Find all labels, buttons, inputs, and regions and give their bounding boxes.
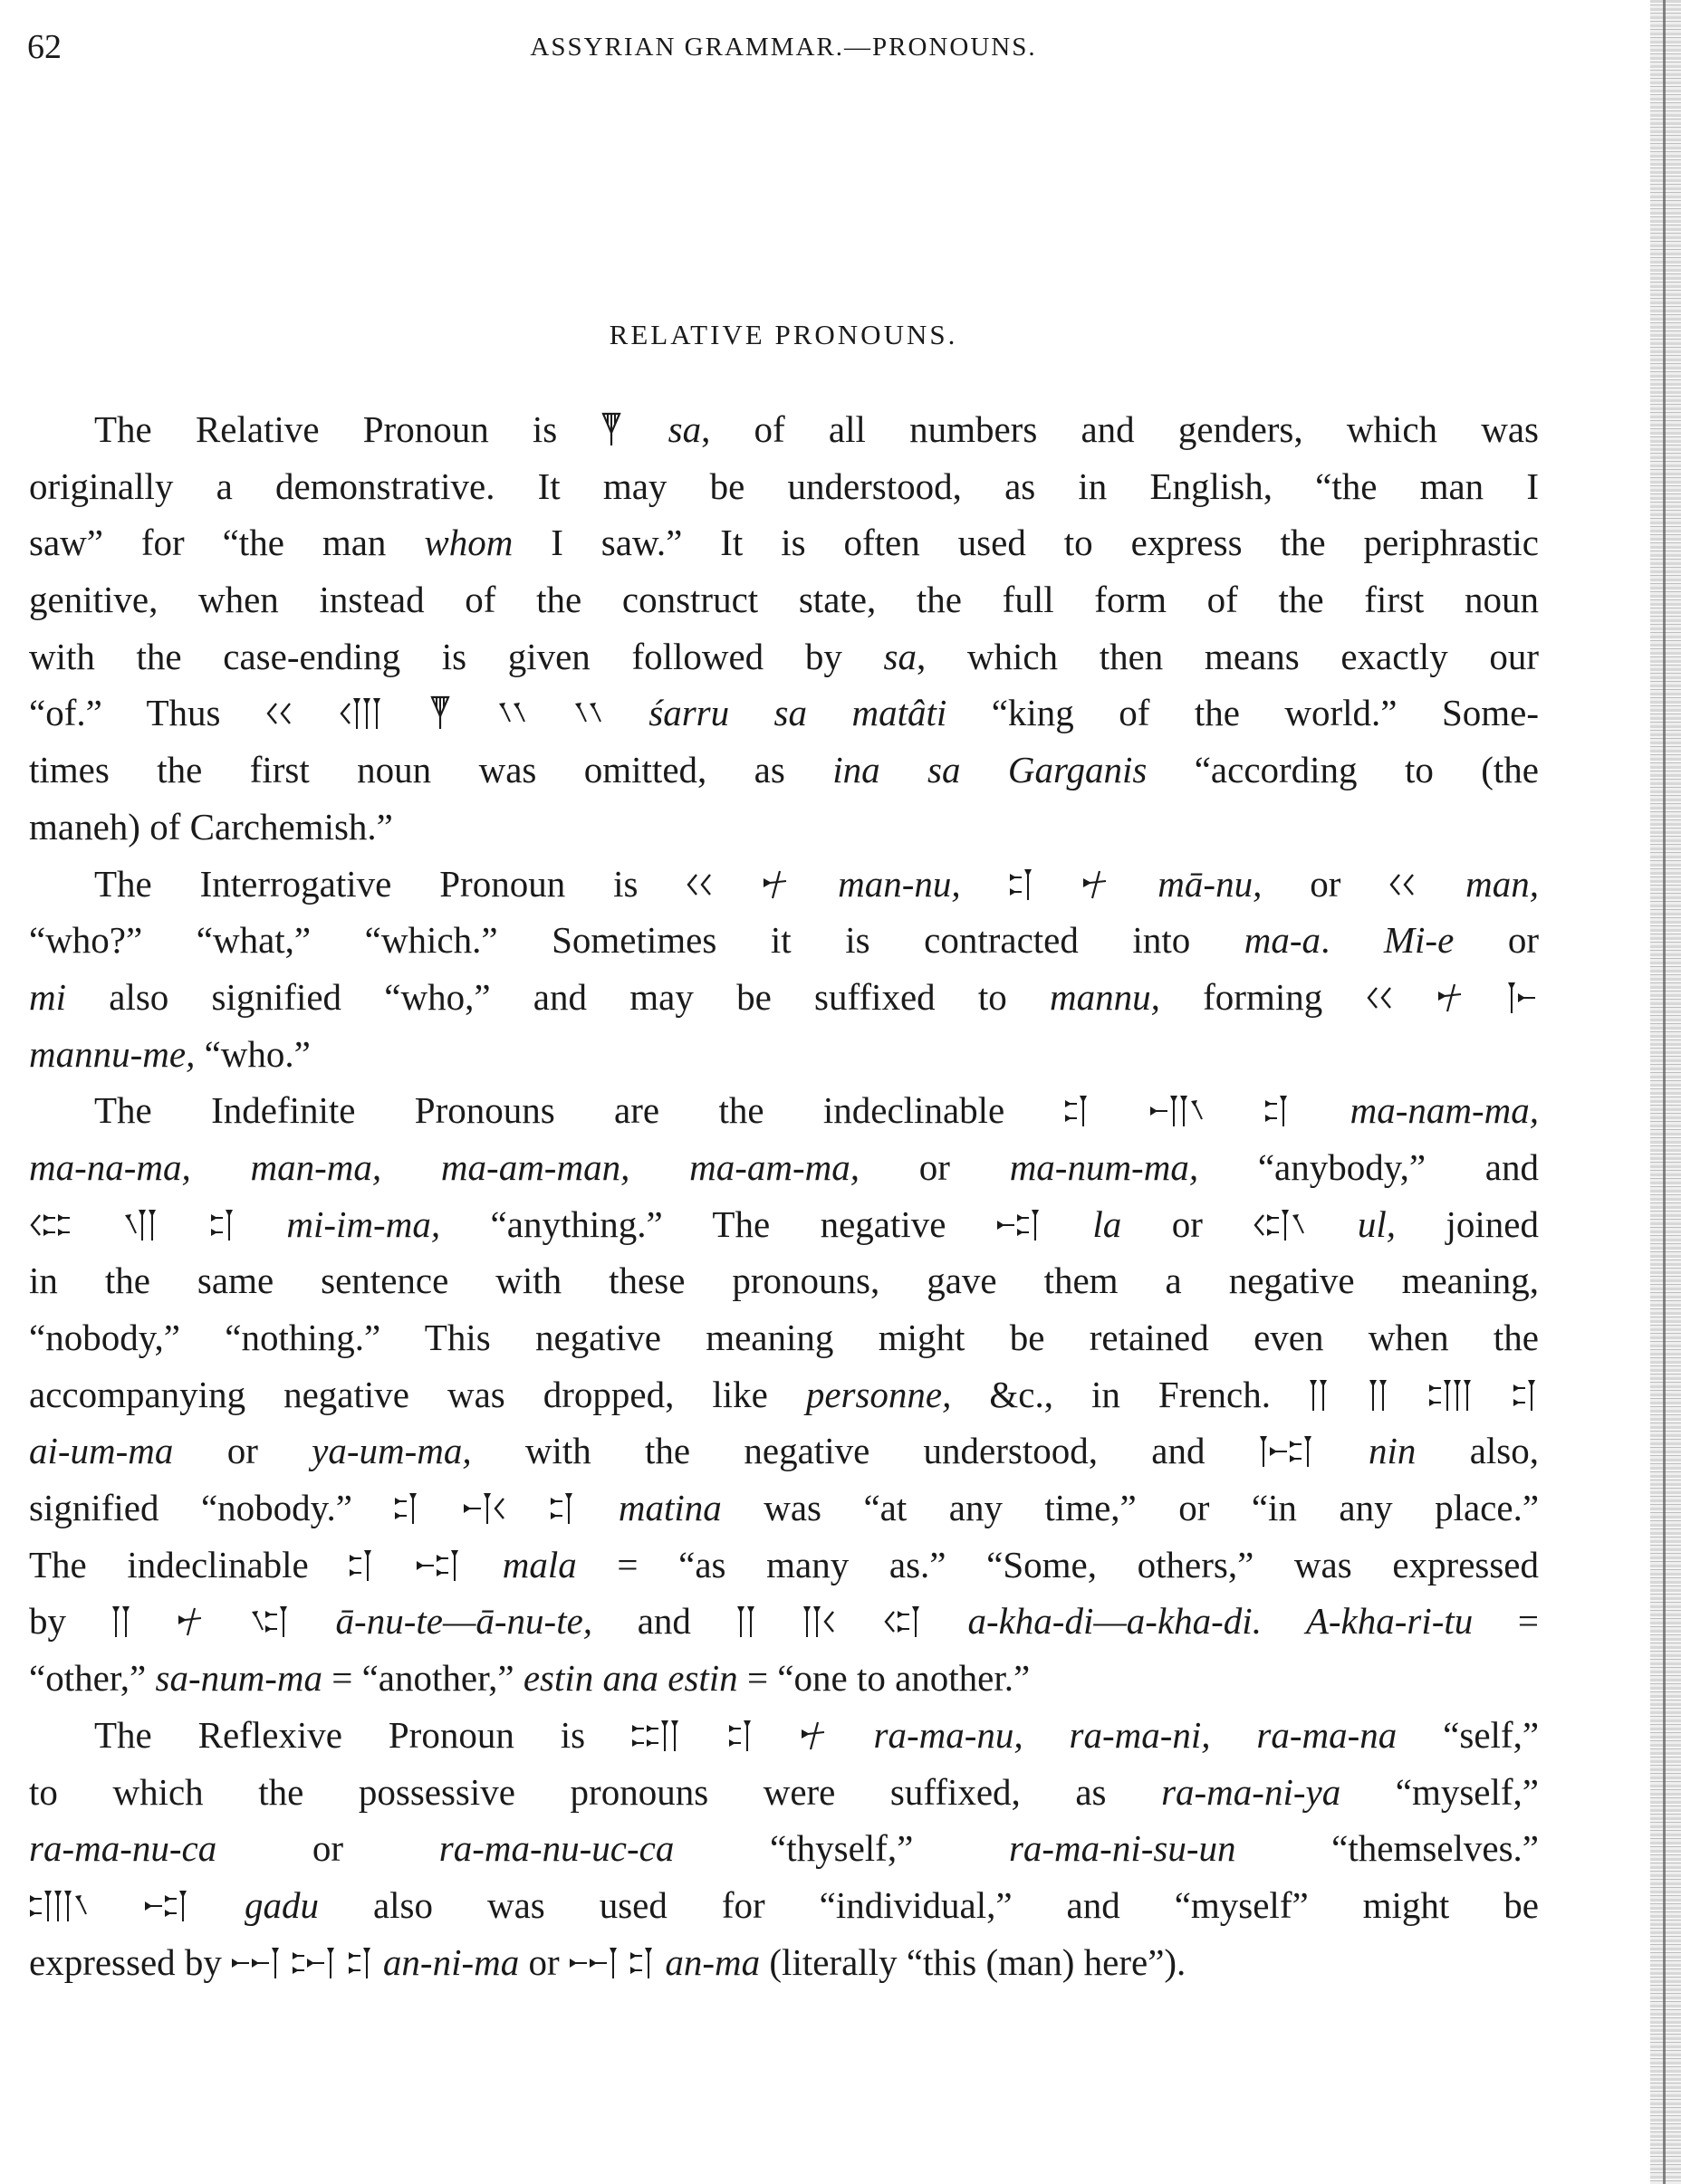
cuneiform-ga-icon xyxy=(29,1887,90,1923)
text-run: “according to (the xyxy=(1147,749,1540,791)
cuneiform-a-icon xyxy=(111,1603,133,1639)
italic-transliteration: a-kha-di—a-kha-di. A-kha-ri-tu xyxy=(922,1600,1474,1643)
text-run: signified “nobody.” xyxy=(29,1487,395,1529)
cuneiform-kk-icon xyxy=(265,694,294,731)
text-run: forming xyxy=(1159,975,1366,1018)
cuneiform-ma-icon xyxy=(348,1944,374,1980)
section-title: RELATIVE PRONOUNS. xyxy=(609,319,958,350)
cuneiform-ma-icon xyxy=(210,1206,236,1242)
italic-transliteration: ma-na-ma, man-ma, ma-am-man, ma-am-ma, xyxy=(29,1145,860,1188)
italic-transliteration: mannu-me, xyxy=(29,1032,196,1075)
text-run: The indeclinable xyxy=(29,1543,350,1585)
text-run: &c., in French. xyxy=(951,1373,1309,1415)
text-run: , of all numbers and genders, which was xyxy=(701,408,1539,450)
text-run: “thyself,” xyxy=(674,1827,1009,1870)
text-run: “themselves.” xyxy=(1235,1827,1539,1870)
text-line xyxy=(29,1764,1539,1821)
text-line xyxy=(29,1139,1539,1196)
cuneiform-um-icon xyxy=(1428,1376,1474,1413)
cuneiform-la-icon xyxy=(996,1206,1042,1242)
text-line xyxy=(29,1026,1539,1083)
text-line xyxy=(29,1252,1539,1309)
cuneiform-sa-icon xyxy=(429,694,453,731)
text-line xyxy=(29,685,1539,742)
text-run: or xyxy=(1262,862,1389,905)
text-line xyxy=(29,1196,1539,1253)
text-run: “nobody,” “nothing.” This negative meaning might be retained even when the xyxy=(29,1317,1539,1358)
italic-transliteration: Mi-e xyxy=(1383,919,1455,962)
text-line xyxy=(29,1309,1539,1366)
text-line xyxy=(29,1820,1539,1877)
text-line xyxy=(29,628,1539,685)
cuneiform-nu-icon xyxy=(178,1603,205,1639)
italic-transliteration: ra-ma-nu-uc-ca xyxy=(438,1827,675,1870)
cuneiform-ma-icon xyxy=(349,1547,375,1583)
text-line xyxy=(29,1707,1539,1764)
text-run: also, xyxy=(1416,1430,1539,1472)
text-run: “anybody,” and xyxy=(1198,1145,1539,1188)
italic-transliteration: estin ana estin xyxy=(523,1657,738,1700)
text-run: also signified “who,” and may be suffixed to xyxy=(66,975,1051,1018)
italic-transliteration: mā-nu, xyxy=(1109,862,1263,905)
cuneiform-mat-icon xyxy=(497,694,528,731)
text-run: by xyxy=(29,1600,111,1643)
text-run: “of.” Thus xyxy=(29,692,265,734)
text-run: The Relative Pronoun is xyxy=(94,408,601,450)
cuneiform-ma-icon xyxy=(550,1490,576,1526)
text-line xyxy=(29,1082,1539,1139)
cuneiform-kk-icon xyxy=(1366,979,1395,1015)
text-run: “who?” “what,” “which.” Sometimes it is contracted into xyxy=(29,919,1244,962)
cuneiform-me-icon xyxy=(1507,979,1539,1015)
text-run xyxy=(453,692,497,733)
text-run: was “at any time,” or “in any place.” xyxy=(721,1487,1540,1529)
body-text xyxy=(29,401,1539,1990)
italic-transliteration: śarru sa matâti xyxy=(603,692,947,734)
italic-transliteration: sa-num-ma xyxy=(155,1657,322,1700)
cuneiform-ma-icon xyxy=(1009,866,1035,902)
italic-transliteration: mi xyxy=(29,975,66,1018)
italic-transliteration: ya-um-ma, xyxy=(312,1430,472,1472)
text-run: = xyxy=(1473,1600,1540,1643)
text-run: “other,” xyxy=(29,1657,156,1700)
text-run: “king of the world.” Some- xyxy=(946,692,1539,734)
text-line xyxy=(29,1877,1539,1934)
cuneiform-ai-icon xyxy=(1309,1376,1330,1413)
cuneiform-ti-icon xyxy=(573,694,604,731)
italic-transliteration: an-ma xyxy=(656,1940,761,1983)
italic-transliteration: mala xyxy=(462,1543,577,1585)
italic-transliteration: whom xyxy=(424,522,514,564)
text-run: with the case-ending is given followed by xyxy=(29,635,884,677)
text-run: saw” for “the man xyxy=(29,522,425,564)
italic-transliteration: nin xyxy=(1314,1430,1417,1472)
running-title: ASSYRIAN GRAMMAR.—PRONOUNS. xyxy=(530,33,1037,62)
text-line xyxy=(29,571,1539,628)
text-run: or xyxy=(1121,1202,1254,1245)
italic-transliteration: sa xyxy=(883,635,917,677)
cuneiform-im-icon xyxy=(123,1206,159,1242)
text-run: in the same sentence with these pronouns, gave them a negative meaning, xyxy=(29,1260,1539,1302)
italic-transliteration: an-ni-ma xyxy=(373,1940,520,1983)
cuneiform-ai-icon xyxy=(1369,1376,1390,1413)
cuneiform-ma-icon xyxy=(1513,1376,1539,1413)
cuneiform-sa-icon xyxy=(600,411,624,447)
text-run: “self,” xyxy=(1397,1713,1540,1756)
italic-transliteration: ra-ma-ni-su-un xyxy=(1008,1827,1236,1870)
text-run: joined xyxy=(1396,1202,1539,1245)
italic-transliteration: ul, xyxy=(1307,1202,1397,1245)
cuneiform-la-icon xyxy=(416,1547,462,1583)
italic-transliteration: ra-ma-ni-ya xyxy=(1161,1770,1341,1813)
text-run: = “as many as.” “Some, others,” was expressed xyxy=(576,1543,1539,1585)
cuneiform-ma-icon xyxy=(1264,1092,1291,1128)
text-line xyxy=(29,514,1539,571)
text-run: , which then means exactly our xyxy=(916,635,1539,677)
text-run xyxy=(961,863,1009,905)
text-run: expressed by xyxy=(29,1940,232,1983)
text-run: = “one to another.” xyxy=(737,1657,1031,1700)
italic-transliteration: man-nu, xyxy=(790,862,961,905)
cuneiform-nam-icon xyxy=(1149,1092,1206,1128)
cuneiform-ra-icon xyxy=(631,1717,682,1753)
text-run: maneh) of Carchemish.” xyxy=(29,805,393,848)
cuneiform-nu-icon xyxy=(1082,866,1109,902)
cuneiform-sarru-icon xyxy=(339,694,384,731)
text-run: = “another,” xyxy=(322,1657,524,1700)
text-run: The Indefinite Pronouns are the indeclinable xyxy=(94,1089,1064,1132)
text-line xyxy=(29,458,1539,515)
text-run: or xyxy=(216,1827,439,1870)
text-run: with the negative understood, and xyxy=(471,1430,1259,1472)
text-run: or xyxy=(1454,919,1540,962)
text-run: accompanying negative was dropped, like xyxy=(29,1373,806,1415)
text-line xyxy=(29,912,1539,969)
cuneiform-nu-icon xyxy=(1437,979,1465,1015)
cuneiform-ma-icon xyxy=(728,1717,754,1753)
italic-transliteration: ra-ma-nu, ra-ma-ni, ra-ma-na xyxy=(827,1713,1398,1756)
cuneiform-nin-icon xyxy=(1259,1432,1315,1469)
italic-transliteration: ma-a xyxy=(1244,919,1321,962)
text-run: “who.” xyxy=(195,1032,311,1075)
text-line xyxy=(29,1480,1539,1537)
italic-transliteration: mi-im-ma, xyxy=(235,1202,441,1245)
cuneiform-ni-icon xyxy=(292,1944,338,1980)
text-run: or xyxy=(519,1940,569,1983)
book-gutter xyxy=(1650,0,1681,2184)
text-run: “myself,” xyxy=(1340,1770,1539,1813)
italic-transliteration: sa xyxy=(624,408,702,450)
cuneiform-a-icon xyxy=(736,1603,758,1639)
italic-transliteration: ai-um-ma xyxy=(29,1430,174,1472)
italic-transliteration: mannu, xyxy=(1050,975,1160,1018)
text-run: I saw.” It is often used to express the periphrastic xyxy=(513,522,1539,564)
text-line xyxy=(29,969,1539,1026)
italic-transliteration: man, xyxy=(1417,862,1540,905)
text-line xyxy=(29,401,1539,458)
page-number: 62 xyxy=(27,28,62,66)
cuneiform-an-icon xyxy=(569,1944,620,1980)
cuneiform-kk-icon xyxy=(1388,866,1417,902)
italic-transliteration: la xyxy=(1042,1202,1122,1245)
cuneiform-kk-icon xyxy=(686,866,715,902)
cuneiform-nu-icon xyxy=(801,1717,828,1753)
text-run: The Interrogative Pronoun is xyxy=(94,862,687,905)
cuneiform-ma-icon xyxy=(1064,1092,1090,1128)
text-run: originally a demonstrative. It may be understood, as in English, “the man I xyxy=(29,465,1539,507)
italic-transliteration: ā-nu-te—ā-nu-te, xyxy=(290,1600,593,1643)
cuneiform-ma-icon xyxy=(629,1944,656,1980)
text-run: genitive, when instead of the construct state, the full form of the first noun xyxy=(29,579,1539,621)
text-line xyxy=(29,799,1539,856)
text-run: to which the possessive pronouns were suffixed, as xyxy=(29,1770,1162,1813)
italic-transliteration: gadu xyxy=(189,1883,319,1926)
text-run: times the first noun was omitted, as xyxy=(29,749,833,791)
text-line xyxy=(29,1650,1539,1707)
text-run: also was used for “individual,” and “myself” might be xyxy=(318,1883,1540,1926)
italic-transliteration: ina sa Garganis xyxy=(832,749,1148,791)
text-run: “anything.” The negative xyxy=(440,1202,996,1245)
italic-transliteration: ma-num-ma, xyxy=(1009,1145,1199,1188)
text-line xyxy=(29,1934,1539,1991)
italic-transliteration: ma-nam-ma, xyxy=(1291,1089,1539,1132)
text-run xyxy=(528,692,572,733)
cuneiform-mi-icon xyxy=(29,1206,73,1242)
text-line xyxy=(29,1593,1539,1650)
cuneiform-an-icon xyxy=(231,1944,283,1980)
italic-transliteration: ra-ma-nu-ca xyxy=(29,1827,217,1870)
cuneiform-kha-icon xyxy=(802,1603,838,1639)
cuneiform-du-icon xyxy=(144,1887,190,1923)
text-run: or xyxy=(173,1430,312,1472)
text-run: or xyxy=(859,1145,1010,1188)
cuneiform-ul-icon xyxy=(1253,1206,1307,1242)
text-run: . xyxy=(1321,919,1384,962)
italic-transliteration: matina xyxy=(576,1487,722,1529)
cuneiform-tina-icon xyxy=(463,1490,508,1526)
italic-transliteration: personne, xyxy=(805,1373,952,1415)
text-run: The Reflexive Pronoun is xyxy=(94,1713,631,1756)
text-run: and xyxy=(592,1600,736,1643)
text-line xyxy=(29,1366,1539,1423)
text-line xyxy=(29,742,1539,799)
text-run: (literally “this (man) here”). xyxy=(760,1940,1186,1983)
cuneiform-ma-icon xyxy=(394,1490,420,1526)
cuneiform-di-icon xyxy=(883,1603,923,1639)
text-run xyxy=(384,692,428,733)
cuneiform-te-icon xyxy=(250,1603,291,1639)
cuneiform-nu-icon xyxy=(763,866,790,902)
text-line xyxy=(29,1537,1539,1594)
text-line xyxy=(29,856,1539,913)
text-line xyxy=(29,1422,1539,1480)
